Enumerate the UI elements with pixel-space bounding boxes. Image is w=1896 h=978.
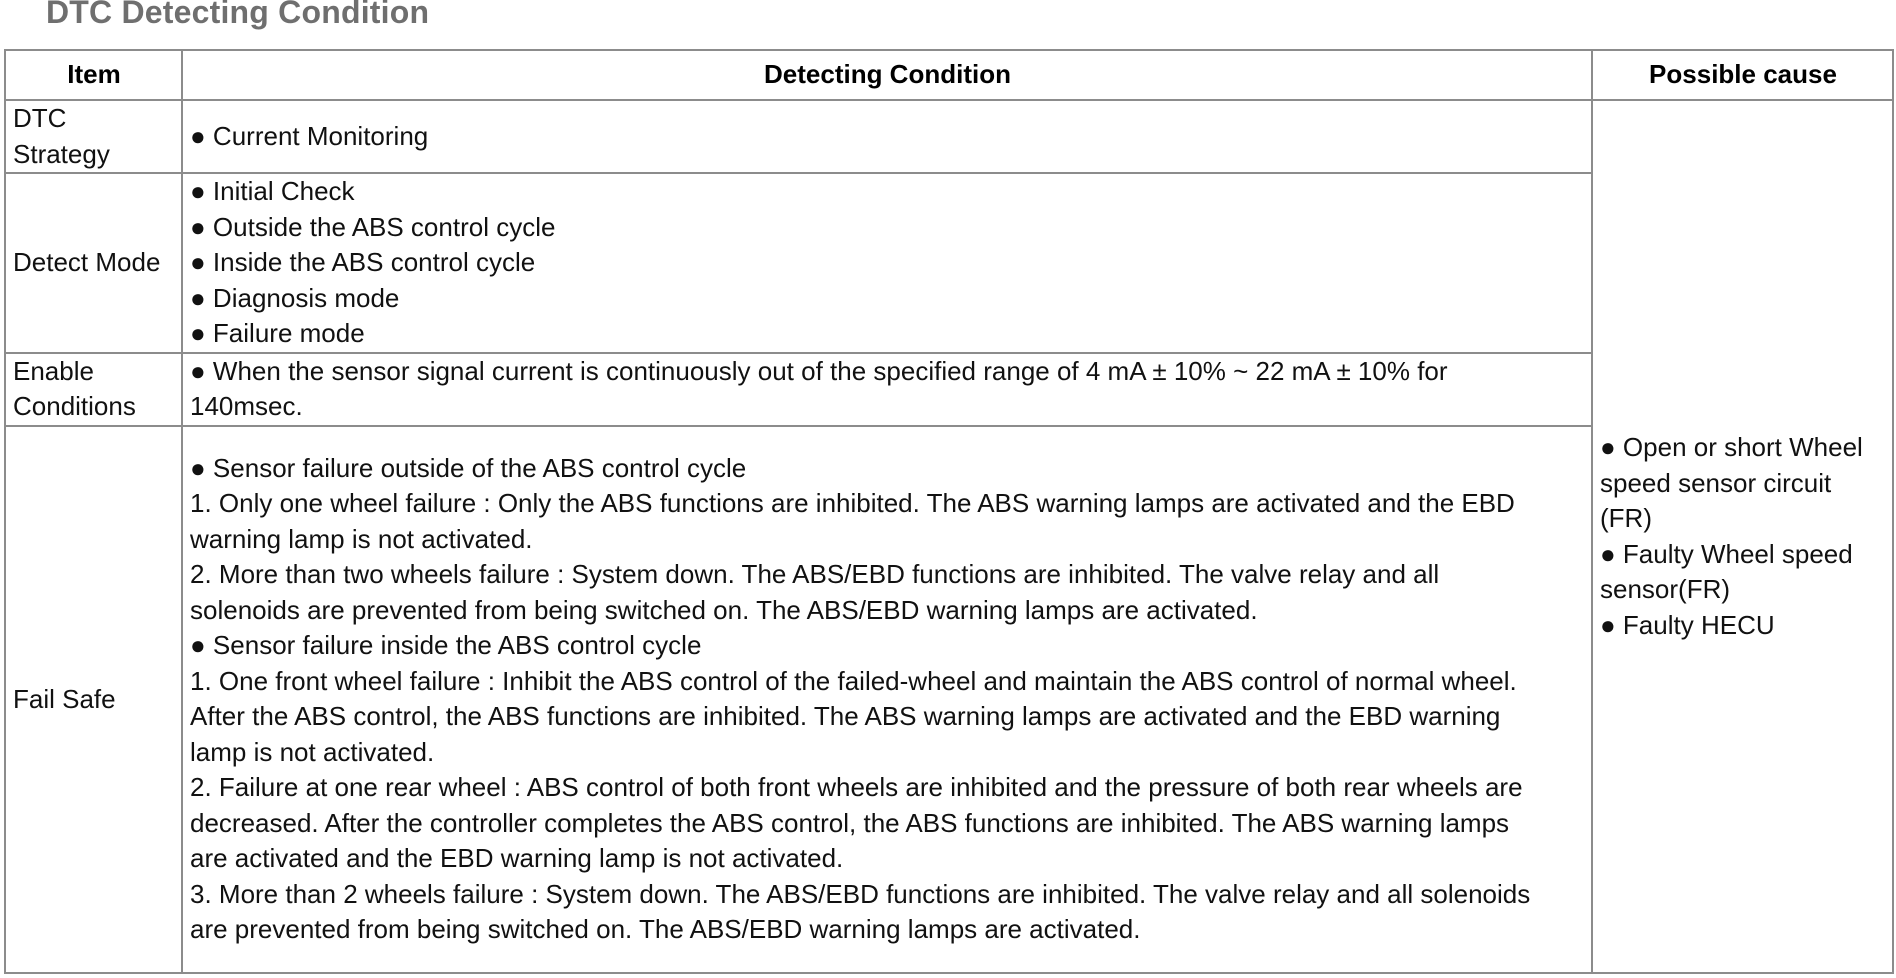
cause-text: speed sensor circuit	[1600, 467, 1832, 498]
condition-text: ● Outside the ABS control cycle	[190, 211, 556, 242]
item-text: Strategy	[13, 138, 110, 169]
dtc-condition-table	[4, 49, 1894, 974]
condition-text: 2. Failure at one rear wheel : ABS control of both front wheels are inhibited and the pressure of both rear wheels are	[190, 772, 1523, 803]
page-title: DTC Detecting Condition	[46, 0, 430, 30]
condition-text: 2. More than two wheels failure : System down. The ABS/EBD functions are inhibited. The valve relay and all	[190, 559, 1440, 590]
item-text: Detect Mode	[13, 247, 161, 277]
condition-text: ● Initial Check	[190, 176, 355, 206]
cause-text: ● Open or short Wheel	[1600, 432, 1863, 462]
header-detecting-condition: Detecting Condition	[182, 50, 1592, 100]
cause-text: sensor(FR)	[1600, 574, 1731, 604]
condition-text: ● Current Monitoring	[190, 120, 429, 151]
item-cell-enable-conditions	[5, 353, 182, 426]
condition-text: solenoids are prevented from being switched on. The ABS/EBD warning lamps are activated.	[190, 594, 1258, 625]
condition-text: ● Diagnosis mode	[190, 282, 400, 313]
condition-text: ● Inside the ABS control cycle	[190, 247, 536, 277]
header-item: Item	[5, 50, 182, 100]
cause-text: (FR)	[1600, 503, 1652, 533]
item-text: Fail Safe	[13, 683, 116, 714]
condition-text: 3. More than 2 wheels failure : System down. The ABS/EBD functions are inhibited. The valve relay and all solenoids	[190, 878, 1531, 909]
condition-text: lamp is not activated.	[190, 736, 435, 767]
item-text: Enable	[13, 355, 94, 386]
table-header-row	[5, 50, 1893, 100]
condition-cell-enable-conditions	[182, 353, 1592, 426]
table-row-dtc-strategy	[5, 100, 1893, 173]
item-cell-fail-safe	[5, 426, 182, 974]
condition-text: decreased. After the controller completes the ABS control, the ABS functions are inhibited. The ABS warning lamps	[190, 807, 1510, 838]
condition-text: are prevented from being switched on. The ABS/EBD warning lamps are activated.	[190, 914, 1141, 945]
condition-text: After the ABS control, the ABS functions are inhibited. The ABS warning lamps are activated and the EBD warning	[190, 701, 1501, 732]
condition-text: ● Failure mode	[190, 318, 365, 348]
condition-text: ● Sensor failure outside of the ABS control cycle	[190, 452, 747, 483]
header-possible-cause: Possible cause	[1592, 50, 1893, 100]
cause-text: ● Faulty HECU	[1600, 609, 1775, 640]
condition-text: 140msec.	[190, 391, 303, 421]
item-cell-detect-mode	[5, 173, 182, 353]
condition-text: ● When the sensor signal current is continuously out of the specified range of 4 mA ± 10% ~ 22 mA ± 10% for	[190, 355, 1448, 386]
condition-cell-fail-safe	[182, 426, 1592, 974]
condition-text: 1. Only one wheel failure : Only the ABS functions are inhibited. The ABS warning lamps are activated and the EBD	[190, 488, 1515, 519]
possible-cause-cell	[1592, 100, 1893, 973]
cause-text: ● Faulty Wheel speed	[1600, 538, 1853, 569]
item-cell-dtc-strategy	[5, 100, 182, 173]
condition-text: are activated and the EBD warning lamp is not activated.	[190, 843, 844, 874]
condition-text: 1. One front wheel failure : Inhibit the ABS control of the failed-wheel and maintain the ABS control of normal wheel.	[190, 665, 1517, 696]
condition-text: ● Sensor failure inside the ABS control cycle	[190, 630, 702, 661]
item-text: DTC	[13, 103, 67, 133]
condition-cell-dtc-strategy	[182, 100, 1592, 173]
condition-text: warning lamp is not activated.	[190, 523, 533, 554]
condition-cell-detect-mode	[182, 173, 1592, 353]
item-text: Conditions	[13, 391, 136, 421]
